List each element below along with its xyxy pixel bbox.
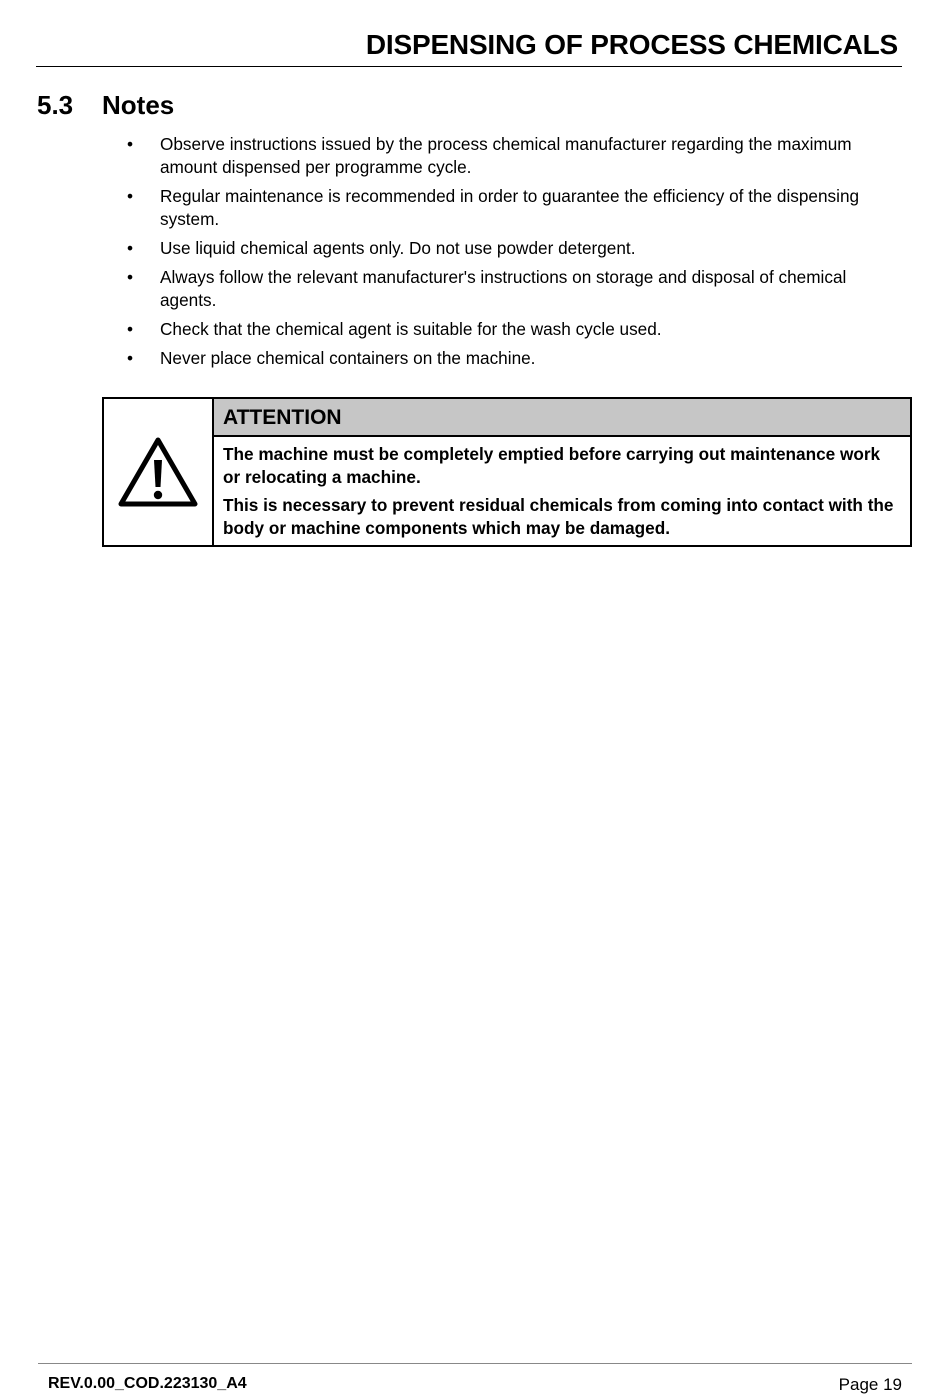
footer-page-number: Page 19 bbox=[838, 1375, 902, 1394]
bullet-icon: • bbox=[127, 186, 134, 206]
section-number: 5.3 bbox=[37, 90, 74, 120]
bullet-icon: • bbox=[127, 134, 134, 154]
section-heading bbox=[37, 90, 174, 121]
list-item bbox=[124, 133, 904, 179]
bullet-icon: • bbox=[127, 238, 134, 258]
list-item bbox=[124, 237, 904, 260]
note-text: Never place chemical containers on the machine. bbox=[160, 348, 536, 368]
bullet-icon: • bbox=[127, 348, 134, 368]
attention-paragraph: This is necessary to prevent residual chemicals from coming into contact with the body or machine components which may be damaged. bbox=[223, 495, 894, 538]
list-item bbox=[124, 318, 904, 341]
attention-notice bbox=[102, 397, 912, 547]
note-text: Observe instructions issued by the process chemical manufacturer regarding the maximum amount dispensed per programme cycle. bbox=[160, 134, 852, 177]
note-text: Check that the chemical agent is suitable for the wash cycle used. bbox=[160, 319, 662, 339]
list-item bbox=[124, 347, 904, 370]
bullet-icon: • bbox=[127, 267, 134, 287]
footer-divider bbox=[38, 1363, 912, 1364]
attention-icon-cell bbox=[104, 399, 214, 545]
warning-triangle-icon bbox=[116, 435, 200, 509]
attention-content bbox=[214, 437, 910, 545]
header-divider bbox=[36, 66, 902, 67]
section-title: Notes bbox=[102, 90, 175, 120]
notes-list bbox=[124, 133, 904, 376]
page-header-title: DISPENSING OF PROCESS CHEMICALS bbox=[365, 29, 898, 60]
attention-paragraph: The machine must be completely emptied before carrying out maintenance work or relocating a machine. bbox=[223, 444, 881, 487]
attention-heading: ATTENTION bbox=[214, 399, 910, 437]
attention-body bbox=[214, 399, 910, 545]
footer-doc-code: REV.0.00_COD.223130_A4 bbox=[48, 1375, 247, 1392]
list-item bbox=[124, 185, 904, 231]
note-text: Use liquid chemical agents only. Do not use powder detergent. bbox=[160, 238, 636, 258]
bullet-icon: • bbox=[127, 319, 134, 339]
note-text: Regular maintenance is recommended in order to guarantee the efficiency of the dispensing system. bbox=[160, 186, 860, 229]
note-text: Always follow the relevant manufacturer's instructions on storage and disposal of chemical agents. bbox=[160, 267, 847, 310]
list-item bbox=[124, 266, 904, 312]
